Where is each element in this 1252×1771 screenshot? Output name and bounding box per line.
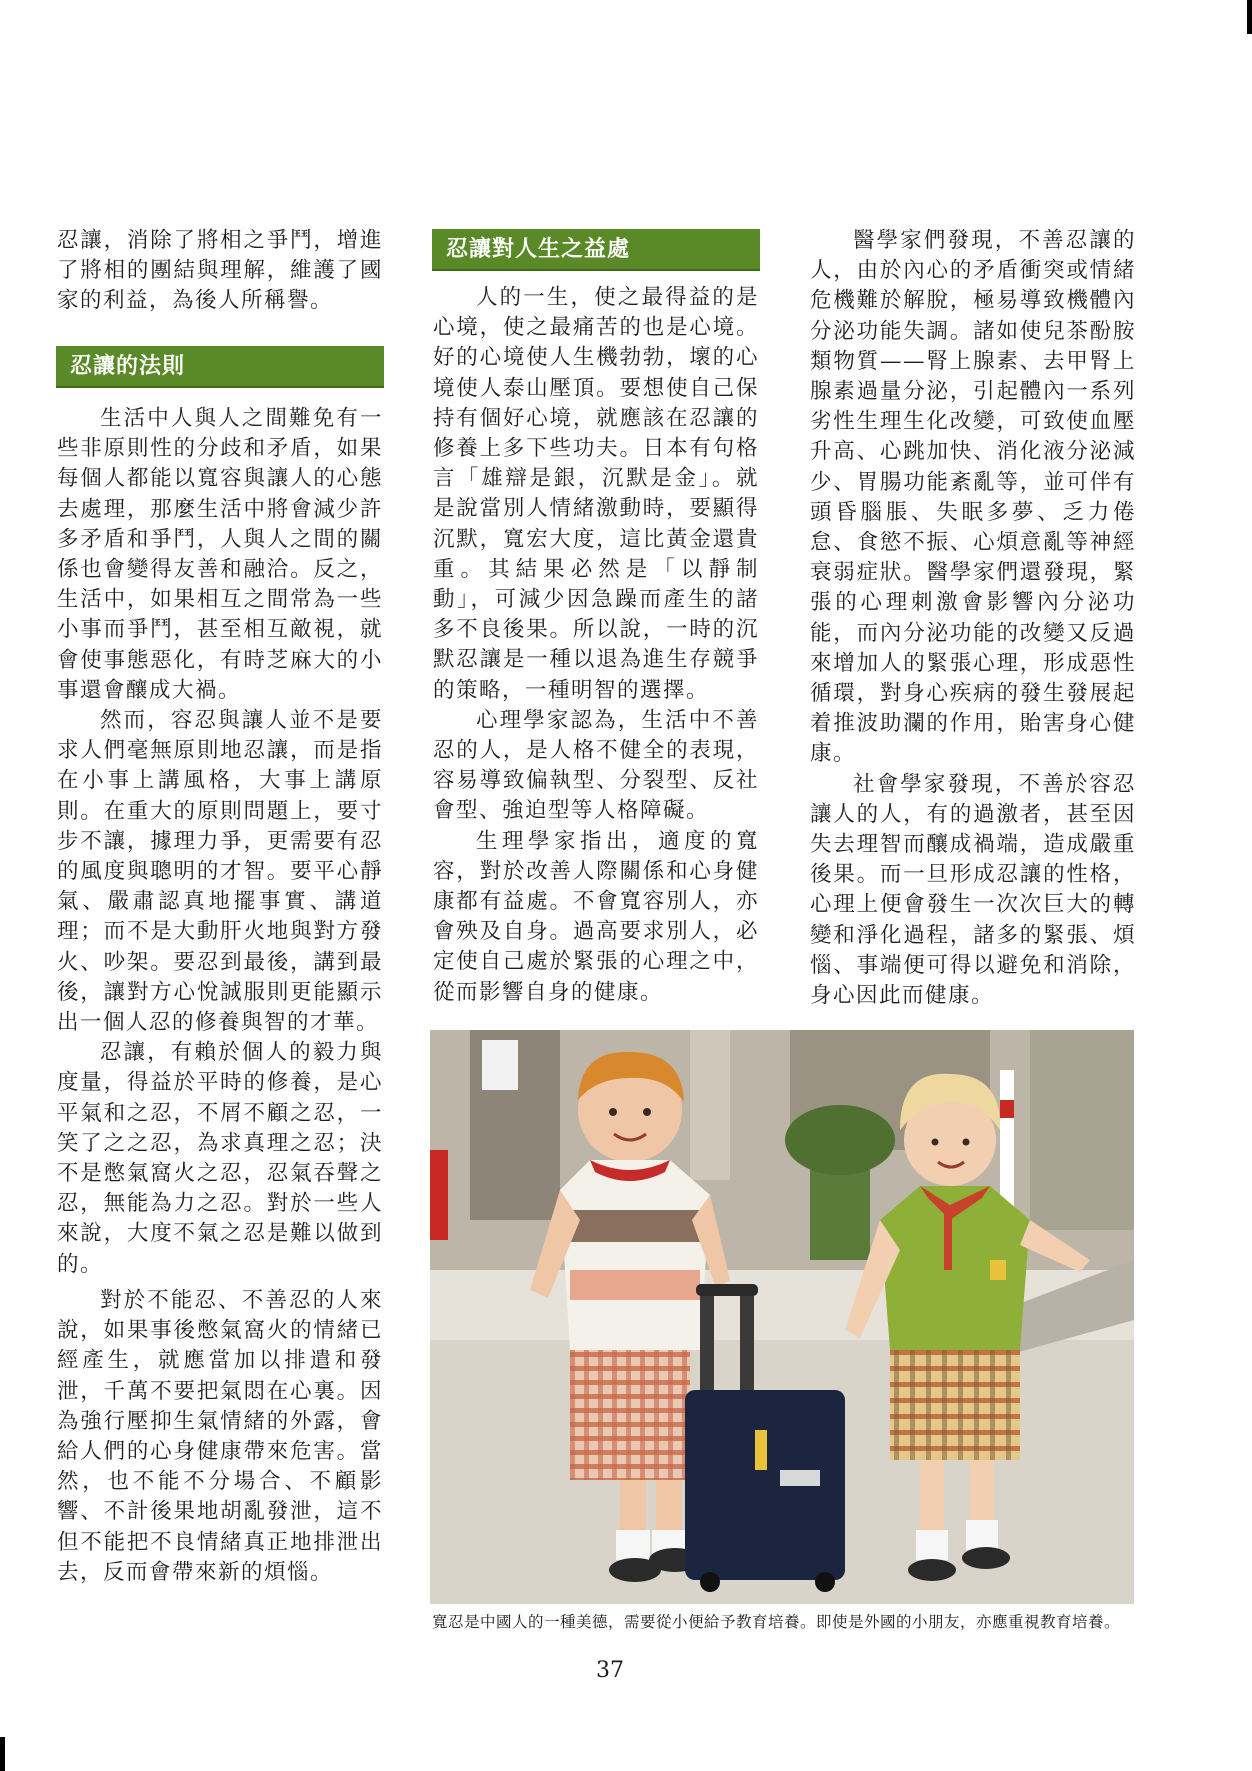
body-paragraph: 生活中人與人之間難免有一些非原則性的分歧和矛盾，如果每個人都能以寬容與讓人的心態去處理，那麼生活中將會減少許多矛盾和爭鬥，人與人之間的關係也會變得友善和融洽。反之，生活中，如果相互之間常為一些小事而爭鬥，甚至相互敵視，就會使事態惡化，有時芝麻大的小事還會釀成大禍。 [57,406,383,703]
column-3 [810,226,1136,1011]
section-heading-benefits: 忍讓對人生之益處 [432,229,760,271]
body-paragraph: 人的一生，使之最得益的是心境，使之最痛苦的也是心境。好的心境使人生機勃勃，壞的心境使人泰山壓頂。要想使自己保持有個好心境，就應該在忍讓的修養上多下些功夫。日本有句格言「雄辯是銀，沉默是金」。就是說當別人情緒激動時，要顯得沉默，寬宏大度，這比黃金還貴重。其結果必然是「以靜制動」，可減少因急躁而產生的諸多不良後果。所以說，一時的沉默忍讓是一種以退為進生存競爭的策略，一種明智的選擇。 [433,285,759,703]
body-paragraph: 社會學家發現，不善於容忍讓人的人，有的過激者，甚至因失去理智而釀成禍端，造成嚴重後果。而一旦形成忍讓的性格，心理上便會發生一次次巨大的轉變和淨化過程，諸多的緊張、煩惱、事端便可得以避免和消除，身心因此而健康。 [810,771,1136,1009]
body-paragraph: 然而，容忍與讓人並不是要求人們毫無原則地忍讓，而是指在小事上講風格，大事上講原則。在重大的原則問題上，要寸步不讓，據理力爭，更需要有忍的風度與聰明的才智。要平心靜氣、嚴肅認真地擺事實、講道理；而不是大動肝火地與對方發火、吵架。要忍到最後，講到最後，讓對方心悅誠服則更能顯示出一個人忍的修養與智的才華。 [57,708,383,1036]
body-paragraph: 忍讓，有賴於個人的毅力與度量，得益於平時的修養，是心平氣和之忍，不屑不顧之忍，一笑了之之忍，為求真理之忍；決不是憋氣窩火之忍，忍氣吞聲之忍，無能為力之忍。對於一些人來說，大度不氣之忍是難以做到的。 [57,1040,383,1277]
body-paragraph: 心理學家認為，生活中不善忍的人，是人格不健全的表現，容易導致偏執型、分裂型、反社會型、強迫型等人格障礙。 [433,707,759,824]
column-2 [433,283,759,1008]
scan-edge-mark-bottom [0,1737,5,1771]
scan-edge-mark-top [1247,0,1252,34]
body-paragraph: 對於不能忍、不善忍的人來說，如果事後憋氣窩火的情緒已經產生，就應當加以排遣和發泄，千萬不要把氣悶在心裏。因為強行壓抑生氣情緒的外露，會給人們的心身健康帶來危害。當然，也不能不分場合、不顧影響、不計後果地胡亂發泄，這不但不能把不良情緒真正地排泄出去，反而會帶來新的煩惱。 [57,1287,383,1585]
column-1 [57,226,383,317]
photo-caption: 寬忍是中國人的一種美德，需要從小便給予教育培養。即使是外國的小朋友，亦應重視教育培養。 [432,1613,1121,1631]
body-paragraph: 生理學家指出，適度的寬容，對於改善人際關係和心身健康都有益處。不會寬容別人，亦會殃及自身。過高要求別人，必定使自己處於緊張的心理之中，從而影響自身的健康。 [433,828,759,1005]
intro-paragraph: 忍讓，消除了將相之爭鬥，增進了將相的團結與理解，維護了國家的利益，為後人所稱譽。 [57,228,383,314]
children-photo [430,1030,1134,1604]
body-paragraph: 醫學家們發現，不善忍讓的人，由於內心的矛盾衝突或情緒危機難於解脫，極易導致機體內分泌功能失調。諸如使兒茶酚胺類物質——腎上腺素、去甲腎上腺素過量分泌，引起體內一系列劣性生理生化改變，可致使血壓升高、心跳加快、消化液分泌減少、胃腸功能紊亂等，並可伴有頭昏腦脹、失眠多夢、乏力倦怠、食慾不振、心煩意亂等神經衰弱症狀。醫學家們還發現，緊張的心理刺激會影響內分泌功能，而內分泌功能的改變又反過來增加人的緊張心理，形成惡性循環，對身心疾病的發生發展起着推波助瀾的作用，貽害身心健康。 [810,228,1136,767]
column-1-body [57,404,383,1588]
page-number: 37 [596,1658,624,1683]
section-heading-rules: 忍讓的法則 [56,346,384,388]
